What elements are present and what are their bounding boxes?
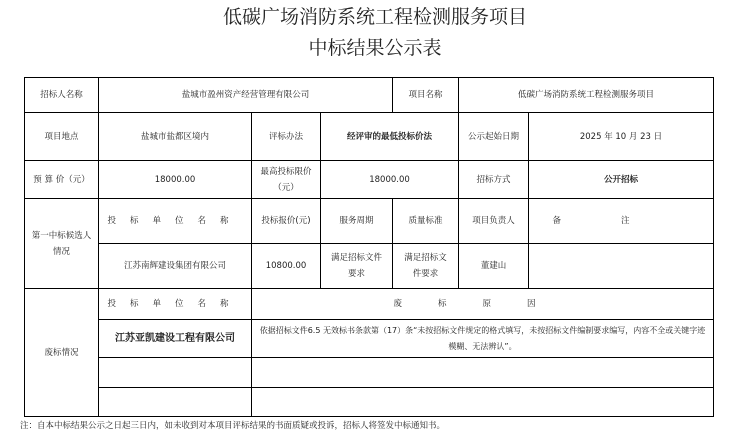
document-title: 低碳广场消防系统工程检测服务项目 (222, 6, 527, 28)
disqualified-bidder-2 (99, 358, 252, 388)
disqualified-bidder-3 (99, 388, 252, 417)
row-disqualified-2 (25, 358, 714, 388)
tender-mode-label: 招标方式 (459, 161, 529, 199)
row-budget (25, 161, 714, 199)
candidate-header-bidder: 投标单位名称 (99, 199, 252, 244)
candidate-header-remark: 备注 (529, 199, 714, 244)
disqualified-label: 废标情况 (25, 289, 99, 417)
date-label: 公示起始日期 (459, 113, 529, 161)
budget-label: 预 算 价（元） (25, 161, 99, 199)
date-value: 2025 年 10 月 23 日 (529, 113, 714, 161)
row-candidate-data (25, 244, 714, 289)
row-location (25, 113, 714, 161)
candidate-price: 10800.00 (252, 244, 321, 289)
row-disqualified-header (25, 289, 714, 320)
method-value: 经评审的最低投标价法 (321, 113, 459, 161)
candidate-period: 满足招标文件要求 (321, 244, 393, 289)
row-disqualified-1 (25, 320, 714, 358)
disqualified-header-reason: 废标原因 (252, 289, 714, 320)
first-candidate-label: 第一中标候选人情况 (25, 199, 99, 289)
candidate-header-price: 投标报价(元) (252, 199, 321, 244)
candidate-bidder: 江苏南辉建设集团有限公司 (99, 244, 252, 289)
candidate-header-manager: 项目负责人 (459, 199, 529, 244)
disqualified-reason-2 (252, 358, 714, 388)
tenderer-value: 盐城市盈州资产经营管理有限公司 (99, 78, 393, 113)
disqualified-reason-1: 依据招标文件6.5 无效标书条款第（17）条“未按招标文件规定的格式填写，未按招标文件编制要求编写，内容不全或关键字迹模糊、无法辨认”。 (252, 320, 714, 358)
candidate-header-quality: 质量标准 (393, 199, 459, 244)
tenderer-label: 招标人名称 (25, 78, 99, 113)
tender-mode-value: 公开招标 (529, 161, 714, 199)
project-name-label: 项目名称 (393, 78, 459, 113)
disqualified-bidder-1: 江苏亚凯建设工程有限公司 (99, 320, 252, 358)
candidate-manager: 董建山 (459, 244, 529, 289)
max-price-value: 18000.00 (321, 161, 459, 199)
row-disqualified-3 (25, 388, 714, 417)
candidate-quality: 满足招标文件要求 (393, 244, 459, 289)
row-tenderer (25, 78, 714, 113)
budget-value: 18000.00 (99, 161, 252, 199)
disqualified-header-bidder: 投标单位名称 (99, 289, 252, 320)
document-subtitle: 中标结果公示表 (308, 37, 442, 59)
row-candidate-header (25, 199, 714, 244)
location-label: 项目地点 (25, 113, 99, 161)
bid-result-table (24, 77, 714, 417)
footer-note: 注：自本中标结果公示之日起三日内，如未收到对本项目评标结果的书面质疑或投诉，招标人将签发中标通知书。 (20, 421, 446, 431)
candidate-header-period: 服务周期 (321, 199, 393, 244)
project-name-value: 低碳广场消防系统工程检测服务项目 (459, 78, 714, 113)
disqualified-reason-3 (252, 388, 714, 417)
method-label: 评标办法 (252, 113, 321, 161)
candidate-remark (529, 244, 714, 289)
max-price-label: 最高投标限价（元） (252, 161, 321, 199)
location-value: 盐城市盐都区境内 (99, 113, 252, 161)
